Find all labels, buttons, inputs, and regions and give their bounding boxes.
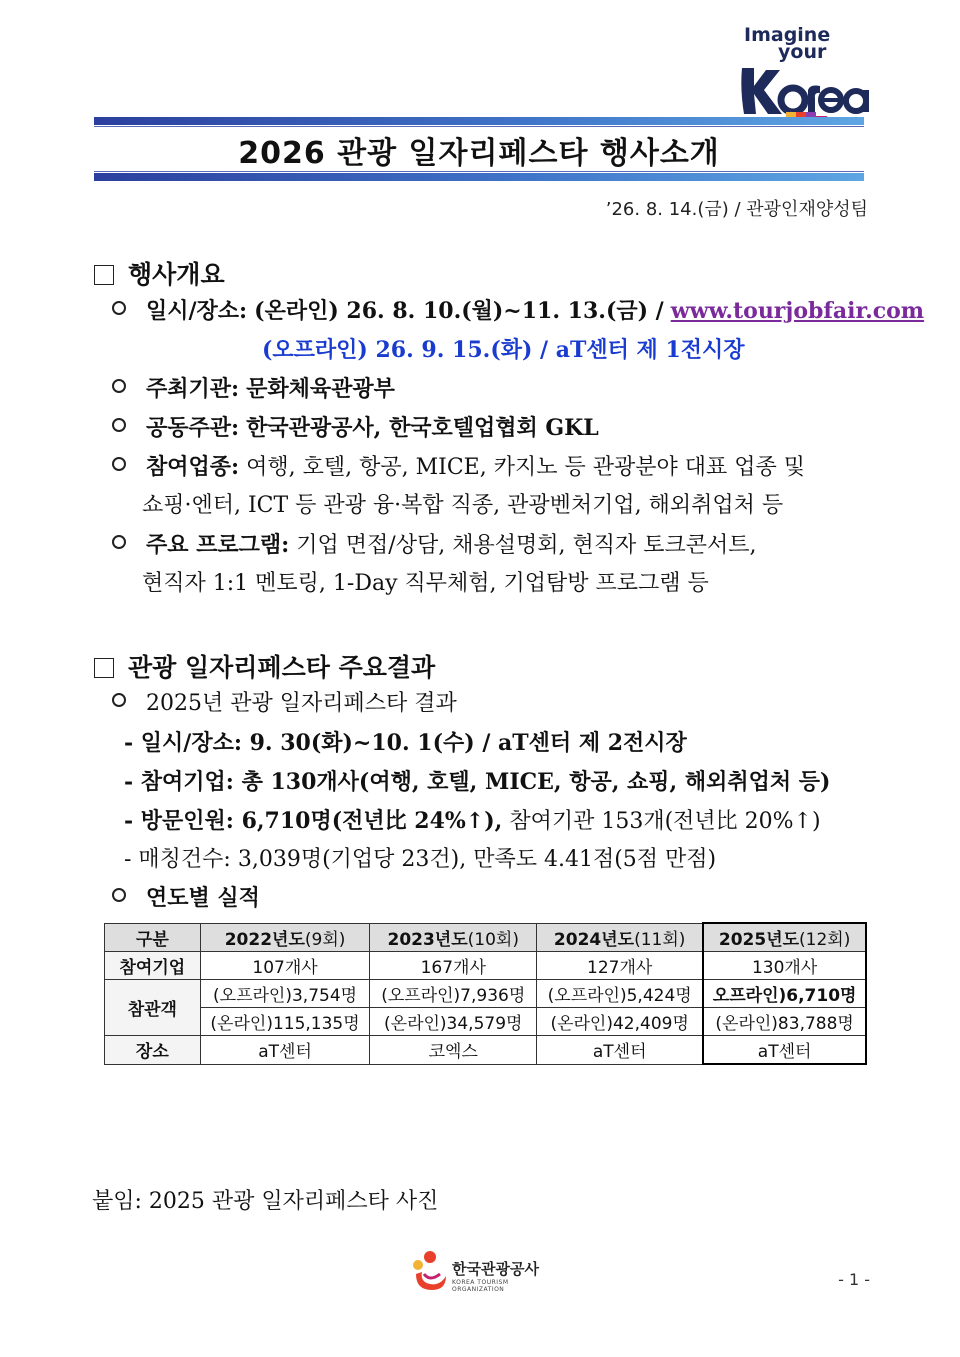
table-cell: 127개사 (537, 952, 704, 980)
host-value: 문화체육관광부 (246, 376, 395, 402)
kto-emblem-icon (410, 1248, 450, 1294)
logo-line-1: Imagine (744, 24, 831, 46)
title-bottom-rule (94, 171, 864, 172)
year-header: 2025년도(12회) (703, 923, 866, 952)
table-row (105, 1036, 867, 1065)
result-title-line (112, 689, 457, 719)
circle-bullet-icon (112, 379, 126, 393)
table-cell: 167개사 (370, 952, 537, 980)
table-cell: 오프라인)6,710명 (703, 980, 866, 1008)
cohost-label: 공동주관: (146, 415, 240, 441)
row-label: 장소 (105, 1036, 201, 1065)
table-cell: aT센터 (200, 1036, 370, 1065)
cohost-value: 한국관광공사, 한국호텔업협회 GKL (246, 415, 599, 441)
schedule-offline: (오프라인) 26. 9. 15.(화) / aT센터 제 1전시장 (262, 337, 745, 363)
host-line (112, 374, 395, 405)
program-label: 주요 프로그램: (146, 532, 290, 558)
visitors-bold: - 방문인원: 6,710명(전년比 24%↑), (124, 808, 503, 834)
table-cell: aT센터 (703, 1036, 866, 1065)
table-row (105, 1008, 867, 1036)
table-row (105, 952, 867, 980)
section-title: 행사개요 (128, 260, 225, 289)
kto-name-kr: 한국관광공사 (452, 1260, 539, 1278)
table-header-row (105, 923, 867, 952)
korea-wordmark-icon (738, 60, 872, 120)
table-cell: (오프라인)3,754명 (200, 980, 370, 1008)
square-bullet-icon (94, 658, 114, 678)
circle-bullet-icon (112, 888, 126, 902)
table-cell: (온라인)83,788명 (703, 1008, 866, 1036)
yearly-title-line (112, 883, 260, 914)
kto-logo (410, 1248, 560, 1294)
square-bullet-icon (94, 265, 114, 285)
kto-name-en: KOREA TOURISM ORGANIZATION (452, 1279, 509, 1293)
table-cell: (오프라인)7,936명 (370, 980, 537, 1008)
logo-line-2: your (778, 41, 827, 63)
circle-bullet-icon (112, 301, 126, 315)
industry-label: 참여업종: (146, 454, 240, 480)
row-label: 참관객 (105, 980, 201, 1036)
program-value: 기업 면접/상담, 채용설명회, 현직자 토크콘서트, (296, 533, 757, 558)
table-cell: aT센터 (537, 1036, 704, 1065)
year-header: 2024년도(11회) (537, 923, 704, 952)
result-visitors (124, 806, 821, 837)
table-row (105, 980, 867, 1008)
page-title: 2026 관광 일자리페스타 행사소개 (238, 136, 720, 171)
date-department: ’26. 8. 14.(금) / 관광인재양성팀 (605, 199, 868, 220)
industry-value-cont: 쇼핑·엔터, ICT 등 관광 융·복합 직종, 관광벤처기업, 해외취업처 등 (142, 493, 784, 518)
program-value-cont: 현직자 1:1 멘토링, 1-Day 직무체험, 기업탐방 프로그램 등 (142, 571, 709, 596)
attachment-note: 붙임: 2025 관광 일자리페스타 사진 (92, 1189, 439, 1214)
imagine-your-korea-logo (738, 24, 872, 114)
circle-bullet-icon (112, 535, 126, 549)
page-number: - 1 - (838, 1270, 870, 1289)
circle-bullet-icon (112, 457, 126, 471)
yearly-title: 연도별 실적 (146, 885, 260, 911)
section-results-heading (94, 648, 435, 684)
industry-value: 여행, 호텔, 항공, MICE, 카지노 등 관광분야 대표 업종 및 (246, 455, 805, 480)
title-top-bar (94, 117, 864, 125)
year-header: 2022년도(9회) (200, 923, 370, 952)
circle-bullet-icon (112, 418, 126, 432)
section-title: 관광 일자리페스타 주요결과 (128, 653, 436, 682)
table-cell: (오프라인)5,424명 (537, 980, 704, 1008)
row-label: 참여기업 (105, 952, 201, 980)
cohost-line (112, 413, 599, 444)
program-line (112, 530, 756, 561)
section-overview-heading (94, 255, 225, 291)
schedule-label: 일시/장소: (146, 298, 248, 324)
visitors-rest: 참여기관 153개(전년比 20%↑) (509, 809, 821, 834)
result-title: 2025년 관광 일자리페스타 결과 (146, 691, 457, 716)
table-cell: (온라인)115,135명 (200, 1008, 370, 1036)
yearly-results-table (104, 922, 867, 1065)
table-cell: (온라인)42,409명 (537, 1008, 704, 1036)
title-bottom-bar (94, 173, 864, 181)
schedule-online: (온라인) 26. 8. 10.(월)~11. 13.(금) / (254, 298, 664, 324)
result-companies: - 참여기업: 총 130개사(여행, 호텔, MICE, 항공, 쇼핑, 해외취업처 등) (124, 769, 831, 795)
event-website-link[interactable]: www.tourjobfair.com (670, 298, 925, 324)
table-cell: 코엑스 (370, 1036, 537, 1065)
table-cell: 130개사 (703, 952, 866, 980)
industry-line (112, 452, 805, 483)
circle-bullet-icon (112, 693, 126, 707)
year-header: 2023년도(10회) (370, 923, 537, 952)
title-top-rule (94, 126, 864, 127)
table-cell: (온라인)34,579명 (370, 1008, 537, 1036)
schedule-line (112, 296, 924, 327)
table-cell: 107개사 (200, 952, 370, 980)
result-matching: - 매칭건수: 3,039명(기업당 23건), 만족도 4.41점(5점 만점) (124, 847, 717, 872)
table-corner: 구분 (105, 923, 201, 952)
host-label: 주최기관: (146, 376, 240, 402)
result-schedule: - 일시/장소: 9. 30(화)~10. 1(수) / aT센터 제 2전시장 (124, 730, 687, 756)
